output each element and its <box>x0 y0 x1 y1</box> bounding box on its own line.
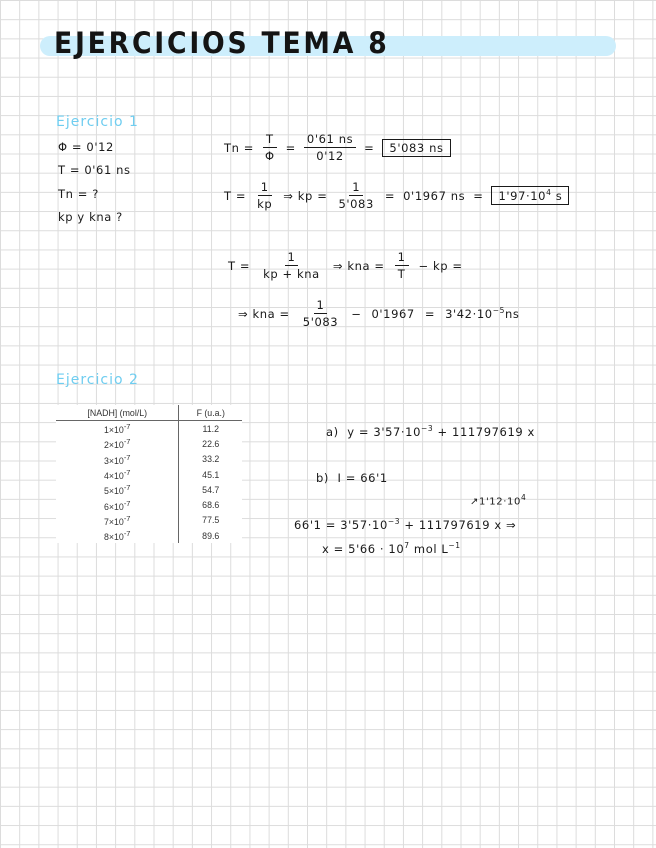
table-row <box>56 497 242 512</box>
cell-concentration: $1\times 10^{-7}$ <box>56 421 179 437</box>
equation-tn: Tn = $\frac{T}{\Phi}$ = $\frac{0'61 ns}{0'12}$ = 5'083 ns <box>224 132 451 163</box>
given-k: kp y kna ? <box>58 210 123 224</box>
cell-fluorescence: 22.6 <box>202 438 220 449</box>
equation-kna-result: ⇒ kna = $\frac{1}{5'083}$ − 0'1967 = $3'42\cdot 10^{-5}ns$ <box>238 298 520 329</box>
nadh-data-table <box>56 405 242 543</box>
cell-concentration: $4\times 10^{-7}$ <box>56 467 179 482</box>
table-row <box>56 528 242 543</box>
exercise-2-heading: Ejercicio 2 <box>56 372 139 388</box>
cell-concentration: $5\times 10^{-7}$ <box>56 482 179 497</box>
result-kna: $3'42\cdot 10^{-5}ns$ <box>445 306 520 321</box>
given-t: T = 0'61 ns <box>58 163 131 177</box>
eq1-lhs: Tn = <box>224 140 255 155</box>
header-fluorescence: F (u.a.) <box>179 405 242 421</box>
table-row <box>56 421 242 437</box>
fraction-t-over-phi: $\frac{T}{\Phi}$ <box>265 132 275 163</box>
part-a-equation: a) $y = 3'57\cdot 10^{-3} + 111797619$ x <box>326 424 535 439</box>
annotation-slope: $↗1'12\cdot 10^4$ <box>470 493 527 508</box>
fraction-one-over-5083-b: $\frac{1}{5'083}$ <box>302 298 339 329</box>
cell-concentration: $8\times 10^{-7}$ <box>56 528 179 543</box>
fraction-one-over-t: $\frac{1}{T}$ <box>395 250 409 281</box>
given-phi: Φ = 0'12 <box>58 140 114 154</box>
cell-concentration: $6\times 10^{-7}$ <box>56 497 179 512</box>
cell-fluorescence: 33.2 <box>202 454 220 465</box>
fraction-one-over-5083: $\frac{1}{5'083}$ <box>338 180 374 211</box>
cell-fluorescence: 45.1 <box>202 469 220 480</box>
equation-kp: T = $\frac{1}{kp}$ ⇒ kp = $\frac{1}{5'083}$ = 0'1967 ns = $1'97\cdot 10^4$ s <box>224 180 569 211</box>
header-concentration: [NADH] (mol/L) <box>56 405 179 421</box>
cell-fluorescence: 11.2 <box>202 423 219 434</box>
part-b-line2: $66'1 = 3'57\cdot 10^{-3} + 111797619$ x ⇒ <box>294 517 517 532</box>
table-row <box>56 467 242 482</box>
page-title: EJERCICIOS TEMA 8 <box>54 26 390 60</box>
cell-concentration: $2\times 10^{-7}$ <box>56 436 179 451</box>
cell-fluorescence: 54.7 <box>202 484 220 495</box>
cell-concentration: $7\times 10^{-7}$ <box>56 513 179 528</box>
table-row <box>56 513 242 528</box>
given-tn: Tn = ? <box>58 187 99 201</box>
cell-fluorescence: 77.5 <box>202 515 220 526</box>
table-row <box>56 482 242 497</box>
part-b-equation: b) I = 66'1 <box>316 471 388 485</box>
equation-kna: T = $\frac{1}{\text{kp + kna}}$ ⇒ kna = $\frac{1}{T}$ − kp = <box>228 250 463 281</box>
table-row <box>56 436 242 451</box>
fraction-values: $\frac{0'61 ns}{0'12}$ <box>304 132 356 163</box>
cell-fluorescence: 89.6 <box>202 530 220 541</box>
table-header-row <box>56 405 242 421</box>
exercise-1-heading: Ejercicio 1 <box>56 114 139 130</box>
result-tn: 5'083 ns <box>382 139 450 157</box>
part-b-line3: $x = 5'66 \cdot 10^7$ mol $L^{-1}$ <box>322 541 461 556</box>
result-kp: $1'97\cdot 10^4$ s <box>491 186 569 205</box>
cell-fluorescence: 68.6 <box>202 500 220 511</box>
fraction-one-over-sum: $\frac{1}{\text{kp + kna}}$ <box>263 250 320 281</box>
table-row <box>56 452 242 467</box>
cell-concentration: $3\times 10^{-7}$ <box>56 452 179 467</box>
fraction-one-over-kp: $\frac{1}{kp}$ <box>257 180 273 211</box>
